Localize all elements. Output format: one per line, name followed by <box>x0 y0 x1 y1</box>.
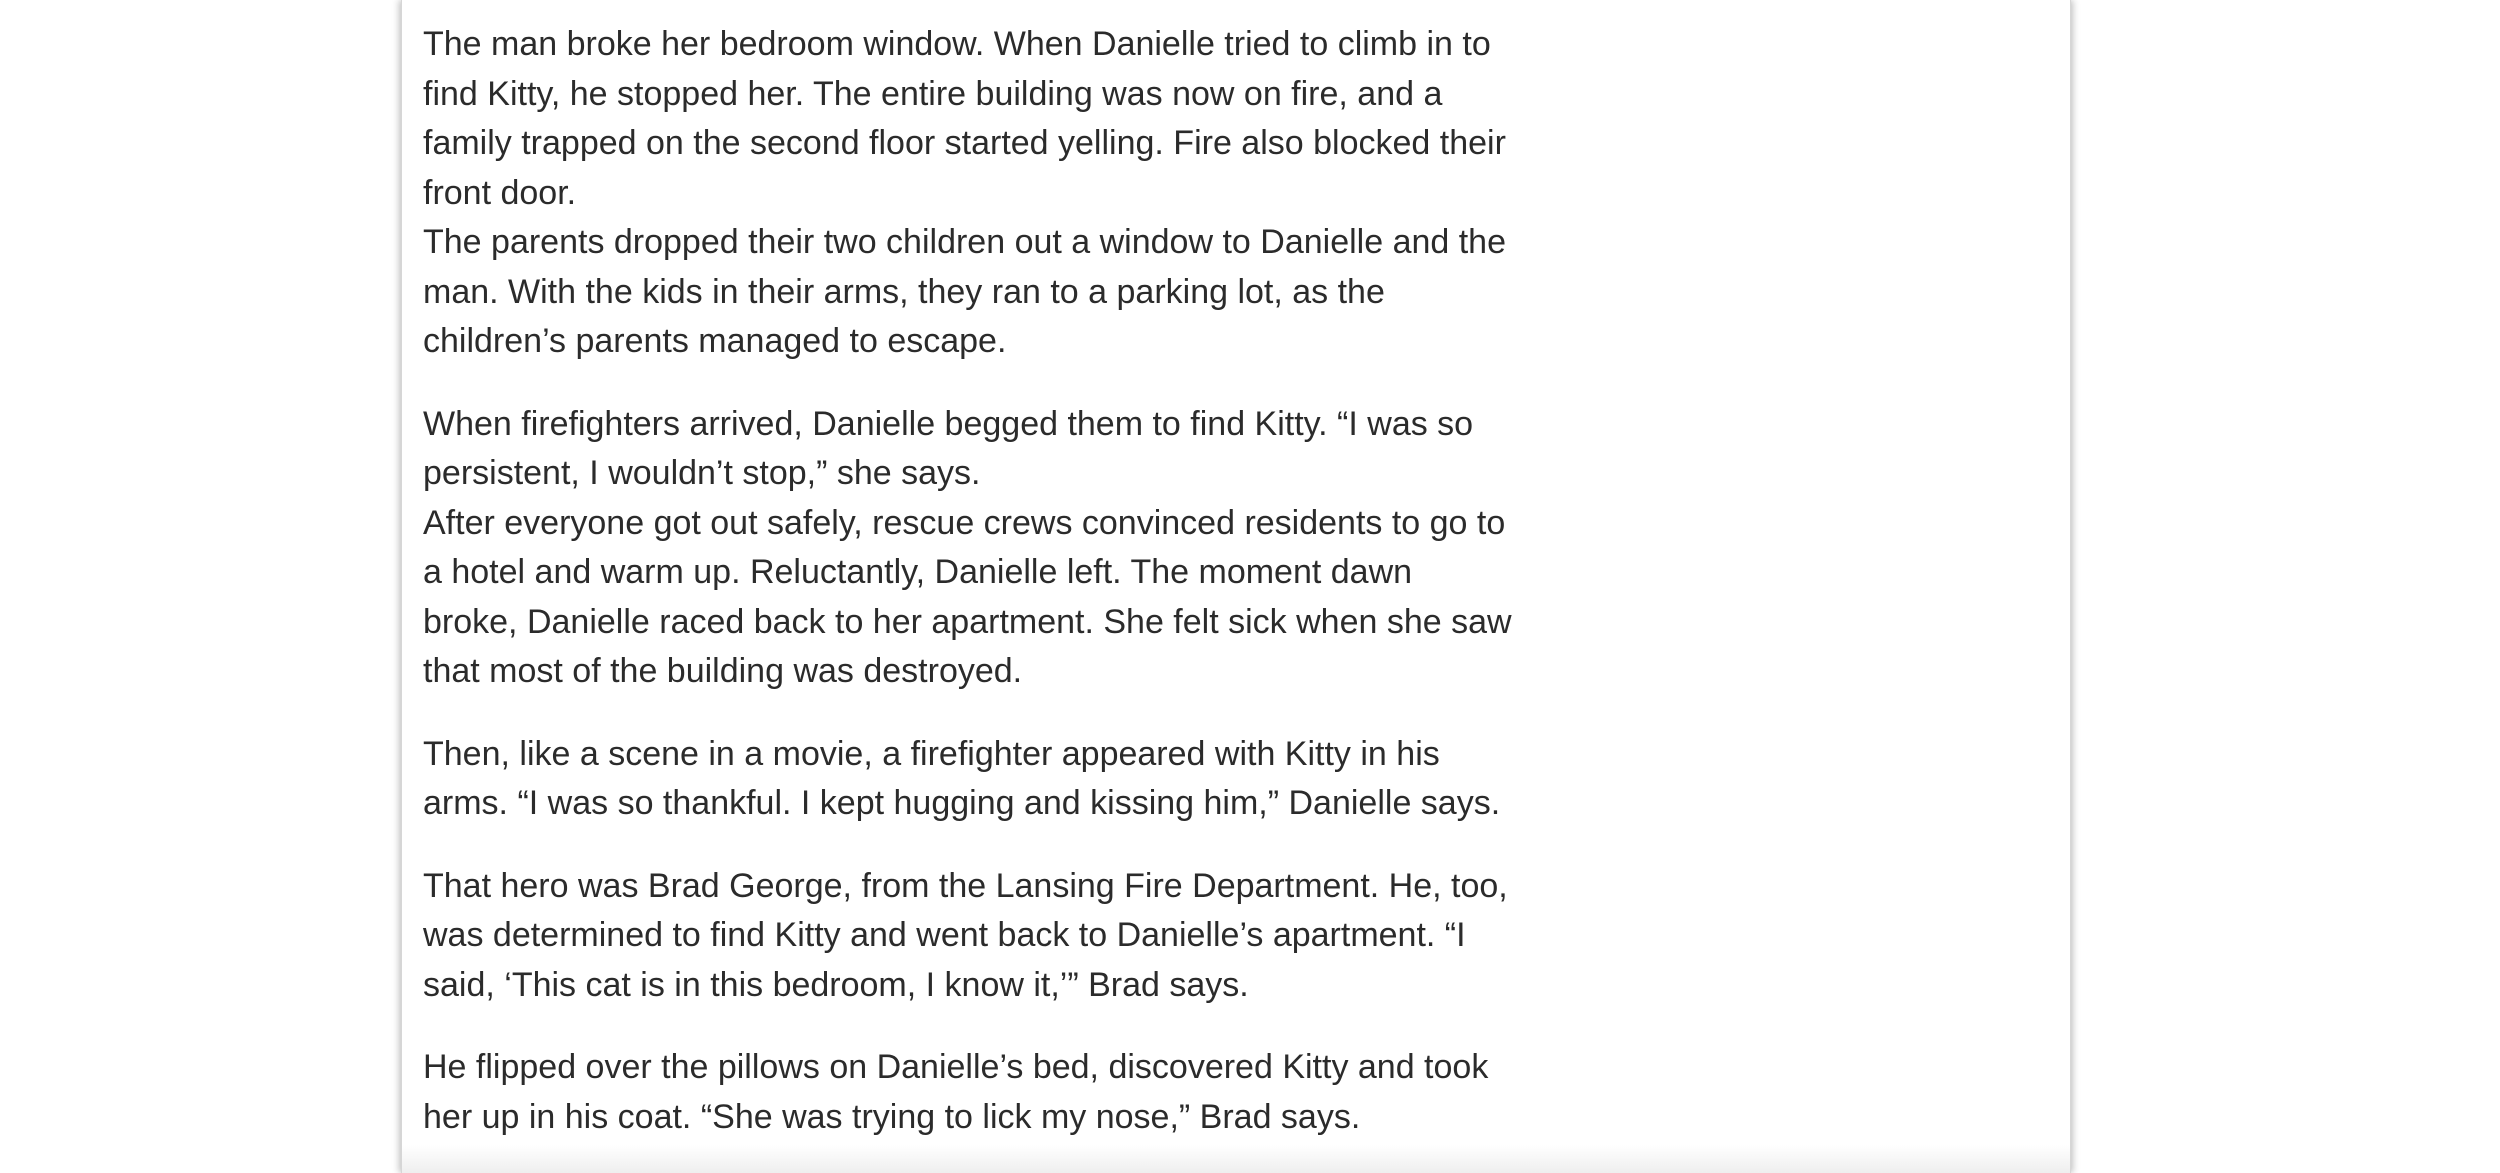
page-bottom-fade <box>402 1145 2070 1173</box>
article-paragraph: When firefighters arrived, Danielle begged them to find Kitty. “I was so persistent, I wouldn’t stop,” she says. <box>423 404 1474 492</box>
article-paragraph: Then, like a scene in a movie, a firefighter appeared with Kitty in his arms. “I was so thankful. I kept hugging and kissing him,” Danielle says. <box>423 734 1501 822</box>
article-paragraph: After everyone got out safely, rescue crews convinced residents to go to a hotel and warm up. Reluctantly, Danielle left. The moment dawn broke, Danielle raced back to her apartment. She felt sick when she saw that most of the building was destroyed. <box>423 503 1512 690</box>
article-paragraph: The man broke her bedroom window. When Danielle tried to climb in to find Kitty, he stopped her. The entire building was now on fire, and a family trapped on the second floor started yelling. Fire also blocked their front door. <box>423 25 1506 212</box>
article-paragraph: He flipped over the pillows on Danielle’s bed, discovered Kitty and took her up in his coat. “She was trying to lick my nose,” Brad says. <box>423 1048 1489 1136</box>
document-page <box>401 0 2071 1173</box>
article-paragraph: The parents dropped their two children out a window to Danielle and the man. With the kids in their arms, they ran to a parking lot, as the children’s parents managed to escape. <box>423 223 1507 360</box>
article-body <box>423 20 1513 1142</box>
article-paragraph: That hero was Brad George, from the Lansing Fire Department. He, too, was determined to find Kitty and went back to Danielle’s apartment. “I said, ‘This cat is in this bedroom, I know it,’” Brad says. <box>423 866 1508 1004</box>
